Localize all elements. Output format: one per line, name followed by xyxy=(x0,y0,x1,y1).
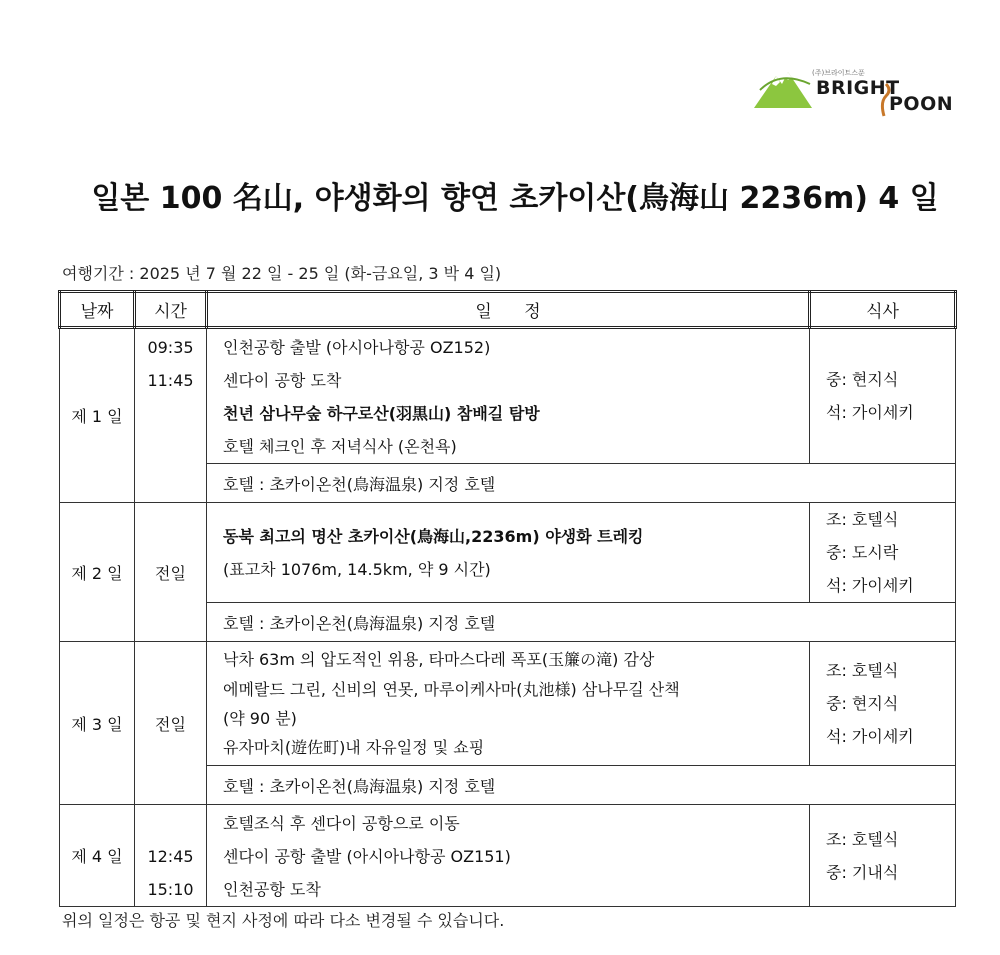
meal-item: 중: 현지식 xyxy=(826,370,899,389)
day-label: 제 1 일 xyxy=(60,328,135,503)
day-times: 전일 xyxy=(135,503,207,642)
day-plan xyxy=(207,328,810,464)
footnote: 위의 일정은 항공 및 현지 사정에 따라 다소 변경될 수 있습니다. xyxy=(62,911,505,930)
page-title: 일본 100 名山, 야생화의 향연 초카이산(鳥海山 2236m) 4 일 xyxy=(91,181,939,216)
plan-item: 센다이 공항 도착 xyxy=(223,371,342,390)
plan-item: 낙차 63m 의 압도적인 위용, 타마스다레 폭포(玉簾の滝) 감상 xyxy=(223,649,655,669)
day-hotel: 호텔 : 초카이온천(鳥海温泉) 지정 호텔 xyxy=(207,464,956,503)
day-times xyxy=(135,328,207,503)
day-meals xyxy=(810,503,956,603)
time-value: 11:45 xyxy=(147,371,194,390)
time-value: 15:10 xyxy=(147,880,194,899)
brightspoon-logo xyxy=(752,60,962,120)
table-header-row xyxy=(60,292,956,328)
header-date: 날짜 xyxy=(60,292,135,328)
plan-item: 에메랄드 그린, 신비의 연못, 마루이케사마(丸池様) 삼나무길 산책 xyxy=(223,679,680,699)
plan-item: 호텔 체크인 후 저녁식사 (온천욕) xyxy=(223,437,457,456)
plan-item: 천년 삼나무숲 하구로산(羽黒山) 참배길 탐방 xyxy=(223,404,540,423)
logo-company-text: (주)브라이트스푼 xyxy=(812,69,865,77)
logo-wordmark-poon: POON xyxy=(889,93,954,115)
plan-item: 인천공항 도착 xyxy=(223,880,321,899)
plan-item: 유자마치(遊佐町)내 자유일정 및 쇼핑 xyxy=(223,737,485,757)
day-hotel: 호텔 : 초카이온천(鳥海温泉) 지정 호텔 xyxy=(207,766,956,805)
header-meal: 식사 xyxy=(810,292,956,328)
day-meals xyxy=(810,805,956,907)
meal-item: 중: 기내식 xyxy=(826,862,899,882)
day-times xyxy=(135,805,207,907)
day-times: 전일 xyxy=(135,642,207,805)
meal-item: 석: 가이세키 xyxy=(826,576,914,595)
meal-item: 석: 가이세키 xyxy=(826,403,914,422)
plan-item: (표고차 1076m, 14.5km, 약 9 시간) xyxy=(223,559,491,579)
meal-item: 조: 호텔식 xyxy=(826,661,899,680)
travel-period: 여행기간 : 2025 년 7 월 22 일 - 25 일 (화-금요일, 3 박 4 일) xyxy=(62,264,502,283)
day-plan xyxy=(207,805,810,907)
header-time: 시간 xyxy=(135,292,207,328)
time-value: 12:45 xyxy=(147,847,194,866)
table-row xyxy=(60,642,956,766)
meal-item: 중: 현지식 xyxy=(826,694,899,713)
plan-item: 동북 최고의 명산 초카이산(鳥海山,2236m) 야생화 트레킹 xyxy=(223,526,644,546)
table-row xyxy=(60,328,956,464)
day-label: 제 3 일 xyxy=(60,642,135,805)
day-label: 제 2 일 xyxy=(60,503,135,642)
meal-item: 석: 가이세키 xyxy=(826,727,914,746)
plan-item: (약 90 분) xyxy=(223,708,297,728)
time-value: 09:35 xyxy=(147,338,194,357)
day-meals xyxy=(810,328,956,464)
plan-item: 센다이 공항 출발 (아시아나항공 OZ151) xyxy=(223,847,511,866)
day-plan xyxy=(207,503,810,603)
itinerary-table xyxy=(58,290,957,907)
plan-item: 인천공항 출발 (아시아나항공 OZ152) xyxy=(223,338,491,357)
day-meals xyxy=(810,642,956,766)
day-hotel: 호텔 : 초카이온천(鳥海温泉) 지정 호텔 xyxy=(207,603,956,642)
day-label: 제 4 일 xyxy=(60,805,135,907)
day-plan xyxy=(207,642,810,766)
logo-wordmark-bright: BRIGHT xyxy=(816,77,900,99)
time-value xyxy=(135,807,206,840)
plan-item: 호텔조식 후 센다이 공항으로 이동 xyxy=(223,814,460,833)
table-row xyxy=(60,805,956,907)
meal-item: 조: 호텔식 xyxy=(826,829,899,849)
table-row xyxy=(60,503,956,603)
meal-item: 중: 도시락 xyxy=(826,543,899,562)
header-plan: 일 정 xyxy=(207,292,810,328)
mountain-logo-icon xyxy=(752,66,814,116)
meal-item: 조: 호텔식 xyxy=(826,510,899,529)
